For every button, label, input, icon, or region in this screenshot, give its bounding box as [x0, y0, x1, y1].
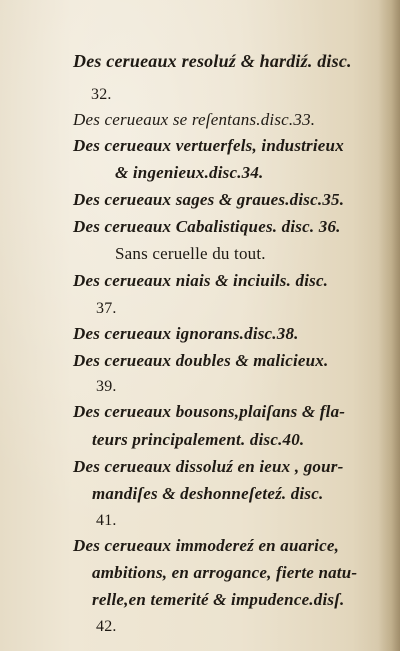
entry-line: Sans ceruelle du tout.	[115, 244, 266, 263]
entry-line: 39.	[96, 378, 117, 395]
entry-line: Des cerueaux ignorans.disc.38.	[73, 324, 299, 343]
entry-line: Des cerueaux niais & inciuils. disc.	[73, 271, 329, 290]
entry-line: Des cerueaux dissoluź en ieux , gour-	[73, 457, 344, 476]
entry-line: relle,en temerité & impudence.disſ.	[92, 590, 345, 609]
entry-line: 37.	[96, 300, 117, 317]
entry-line: mandiſes & deshonneſeteź. disc.	[92, 484, 324, 503]
entry-line: Des cerueaux resoluź & hardiź. disc.	[73, 51, 352, 71]
entry-line: teurs principalement. disc.40.	[92, 430, 305, 449]
entry-line: 32.	[91, 86, 112, 103]
entry-line: Des cerueaux sages & graues.disc.35.	[73, 190, 345, 209]
entry-line: Des cerueaux doubles & malicieux.	[73, 351, 329, 370]
entry-line: Des cerueaux Cabalistiques. disc. 36.	[73, 217, 341, 236]
entry-line: Des cerueaux vertuerfels, industrieux	[73, 136, 344, 155]
entry-line: & ingenieux.disc.34.	[115, 163, 264, 182]
entry-line: 42.	[96, 618, 117, 635]
entry-line: 41.	[96, 512, 117, 529]
entry-line: ambitions, en arrogance, fierte natu-	[92, 563, 358, 582]
entry-line: Des cerueaux immodereź en auarice,	[73, 536, 340, 555]
entry-line: Des cerueaux bousons,plaiſans & fla-	[73, 402, 346, 421]
entry-line: Des cerueaux se reſentans.disc.33.	[73, 110, 316, 129]
page-gutter-shadow	[378, 0, 400, 651]
